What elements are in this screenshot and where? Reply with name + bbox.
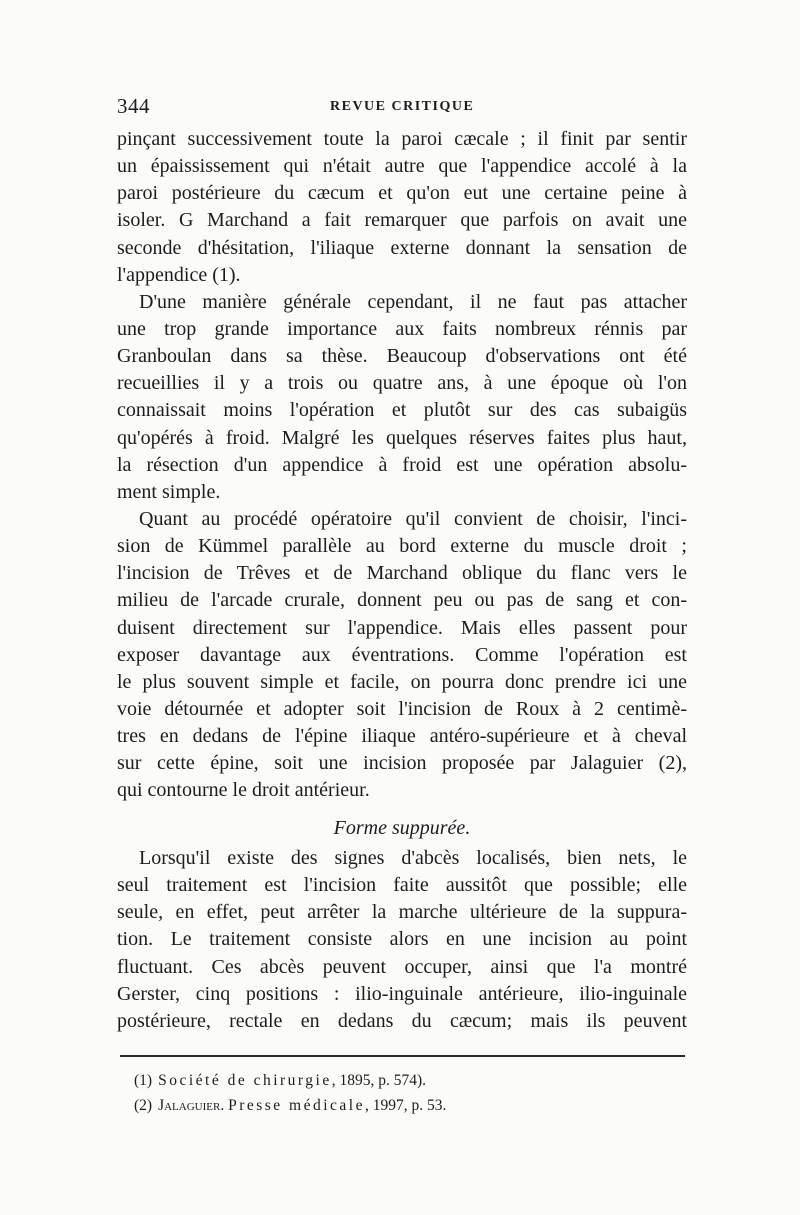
body-text <box>117 126 687 805</box>
text-line: voie détournée et adopter soit l'incision de Roux à 2 centimè- <box>117 697 687 720</box>
text-line: Quant au procédé opératoire qu'il convient de choisir, l'inci- <box>139 507 687 530</box>
footnote-rule <box>120 1055 685 1057</box>
text-line: sur cette épine, soit une incision proposée par Jalaguier (2), <box>117 752 687 775</box>
footnote-author: Jalaguier. <box>158 1097 225 1114</box>
footnote-1 <box>134 1068 684 1093</box>
footnote-marker: (2) <box>134 1097 153 1114</box>
text-line: D'une manière générale cependant, il ne faut pas attacher <box>139 290 687 313</box>
footnote-marker: (1) <box>134 1072 153 1089</box>
text-line: milieu de l'arcade crurale, donnent peu ou pas de sang et con- <box>117 589 687 612</box>
text-line: Gerster, cinq positions : ilio-inguinale antérieure, ilio-inguinale <box>117 982 687 1005</box>
text-line: seul traitement est l'incision faite aussitôt que possible; elle <box>117 874 687 897</box>
text-line: ment simple. <box>117 480 221 503</box>
text-line: tion. Le traitement consiste alors en une incision au point <box>117 928 687 951</box>
text-line: tres en dedans de l'épine iliaque antéro-supérieure et à cheval <box>117 725 687 748</box>
text-line: pinçant successivement toute la paroi cæcale ; il finit par sentir <box>117 128 687 150</box>
text-line: seconde d'hésitation, l'iliaque externe donnant la sensation de <box>117 236 687 259</box>
text-line: l'appendice (1). <box>117 263 241 286</box>
footnote-reference: , 1997, p. 53. <box>365 1097 447 1114</box>
text-line: Granboulan dans sa thèse. Beaucoup d'observations ont été <box>117 345 687 368</box>
text-line: isoler. G Marchand a fait remarquer que parfois on avait une <box>117 209 687 232</box>
text-line: duisent directement sur l'appendice. Mais elles passent pour <box>117 616 687 639</box>
text-line: l'incision de Trêves et de Marchand oblique du flanc vers le <box>117 562 687 585</box>
footnote-2 <box>134 1093 684 1118</box>
text-line: la résection d'un appendice à froid est une opération absolu- <box>117 453 687 476</box>
page-header <box>117 94 687 124</box>
text-line: paroi postérieure du cæcum et qu'on eut une certaine peine à <box>117 182 687 205</box>
body-text-continued <box>117 845 687 1035</box>
running-title: REVUE CRITIQUE <box>330 99 475 114</box>
text-line: une trop grande importance aux faits nombreux rénnis par <box>117 317 687 340</box>
footnotes <box>134 1068 684 1118</box>
text-line: exposer davantage aux éventrations. Comme l'opération est <box>117 643 687 666</box>
text-line: Lorsqu'il existe des signes d'abcès localisés, bien nets, le <box>139 847 687 869</box>
page-number: 344 <box>117 94 150 118</box>
text-line: le plus souvent simple et facile, on pourra donc prendre ici une <box>117 670 687 693</box>
section-heading: Forme suppurée. <box>333 817 471 839</box>
text-line: connaissait moins l'opération et plutôt sur des cas subaigüs <box>117 399 687 422</box>
text-line: qui contourne le droit antérieur. <box>117 779 370 802</box>
footnote-journal: Société de chirurgie <box>158 1072 332 1089</box>
text-line: postérieure, rectale en dedans du cæcum; mais ils peuvent <box>117 1009 687 1032</box>
text-line: recueillies il y a trois ou quatre ans, à une époque où l'on <box>117 372 687 395</box>
text-line: seule, en effet, peut arrêter la marche ultérieure de la suppura- <box>117 901 687 924</box>
text-line: qu'opérés à froid. Malgré les quelques réserves faites plus haut, <box>117 426 687 449</box>
text-line: sion de Kümmel parallèle au bord externe du muscle droit ; <box>117 535 687 558</box>
footnote-journal: Presse médicale <box>228 1097 365 1114</box>
text-line: un épaississement qui n'était autre que l'appendice accolé à la <box>117 155 687 178</box>
text-line: fluctuant. Ces abcès peuvent occuper, ainsi que l'a montré <box>117 955 687 978</box>
footnote-reference: , 1895, p. 574). <box>331 1072 427 1089</box>
